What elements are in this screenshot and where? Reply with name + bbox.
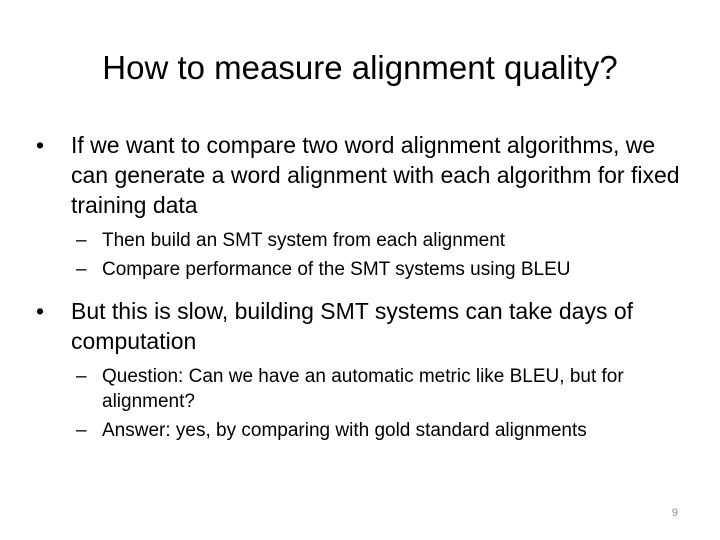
sub-bullet-text: Then build an SMT system from each alignment bbox=[102, 230, 506, 251]
bullet-item bbox=[36, 130, 686, 220]
dash-icon: – bbox=[76, 259, 87, 280]
sub-bullet-text: Question: Can we have an automatic metric like BLEU, but for alignment? bbox=[102, 366, 624, 412]
sub-bullet-item bbox=[36, 228, 686, 253]
bullet-icon: • bbox=[36, 298, 45, 324]
slide-title: How to measure alignment quality? bbox=[102, 49, 618, 86]
slide-content bbox=[36, 130, 686, 443]
bullet-text: If we want to compare two word alignment algorithms, we can generate a word alignment with each algorithm for fixed training data bbox=[71, 132, 680, 218]
sub-bullet-text: Answer: yes, by comparing with gold standard alignments bbox=[102, 420, 587, 441]
bullet-icon: • bbox=[36, 132, 45, 158]
sub-bullet-item bbox=[36, 418, 686, 443]
dash-icon: – bbox=[76, 230, 87, 251]
bullet-item bbox=[36, 296, 686, 356]
dash-icon: – bbox=[76, 420, 87, 441]
sub-bullet-item bbox=[36, 257, 686, 282]
dash-icon: – bbox=[76, 366, 87, 387]
sub-bullet-text: Compare performance of the SMT systems using BLEU bbox=[102, 259, 571, 280]
page-number: 9 bbox=[671, 507, 678, 519]
bullet-text: But this is slow, building SMT systems can take days of computation bbox=[71, 298, 634, 354]
sub-bullet-item bbox=[36, 364, 686, 414]
